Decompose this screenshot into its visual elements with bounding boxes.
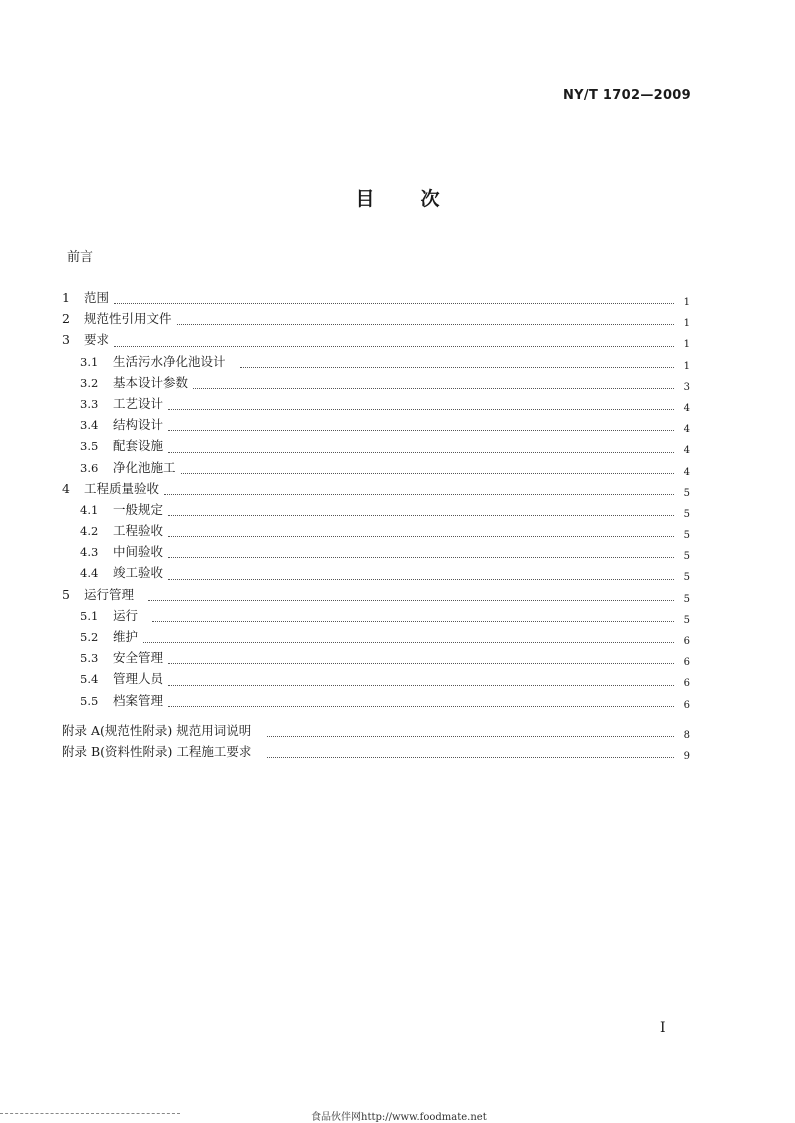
toc-entry-label: 工艺设计	[113, 395, 164, 411]
dot-leader	[143, 642, 674, 643]
toc-entry-label: 范围	[84, 290, 110, 305]
dot-leader	[168, 706, 674, 707]
toc-entry[interactable]	[62, 520, 690, 541]
dot-leader	[240, 367, 674, 368]
toc-entry-page: 6	[683, 636, 690, 647]
toc-entry-number: 5.1	[80, 608, 99, 623]
annex-entry[interactable]	[62, 720, 690, 741]
toc-entry-page: 1	[683, 360, 690, 372]
annex-entry-page: 8	[683, 729, 690, 741]
toc-entry-label: 工程验收	[113, 523, 164, 539]
toc-entry[interactable]	[62, 414, 690, 435]
toc-entry[interactable]	[62, 329, 690, 350]
toc-entry-label: 运行	[113, 607, 139, 623]
toc-entry-label: 生活污水净化池设计	[113, 353, 226, 369]
dot-leader	[168, 579, 674, 580]
toc-entry-label: 档案管理	[113, 692, 164, 708]
toc-entry-label: 安全管理	[113, 650, 164, 666]
dot-leader	[114, 303, 674, 304]
toc-entry-label: 规范性引用文件	[84, 311, 172, 327]
toc-entry-label: 配套设施	[113, 438, 164, 454]
dot-leader	[168, 430, 674, 431]
toc-entry-number: 4	[62, 480, 70, 496]
toc-entry-number: 4.1	[80, 502, 99, 517]
toc-entry-number: 5.3	[80, 651, 99, 666]
toc-entry-label: 工程质量验收	[84, 480, 160, 496]
dot-leader	[168, 685, 674, 686]
toc-entry-number: 2	[62, 311, 70, 327]
toc-entry-number: 5.2	[80, 630, 99, 644]
toc-entry-number: 5.4	[80, 672, 99, 687]
toc-entry-label: 基本设计参数	[113, 374, 189, 390]
title-char-2: 次	[420, 188, 440, 210]
footer-source: 食品伙伴网http://www.foodmate.net	[311, 1112, 487, 1123]
annex-entry-label: 附录 B(资料性附录) 工程施工要求	[62, 743, 252, 759]
toc-entry-page: 3	[683, 381, 690, 393]
toc-entry-page: 5	[683, 530, 690, 542]
toc-entry-number: 4.4	[80, 566, 99, 581]
toc-entry[interactable]	[62, 308, 690, 329]
dot-leader	[267, 736, 674, 737]
toc-entry-number: 3.6	[80, 460, 99, 475]
toc-entry-page: 4	[683, 445, 690, 457]
dot-leader	[114, 346, 674, 347]
toc-entry-number: 3.4	[80, 418, 99, 433]
standard-code: NY/T 1702—2009	[563, 88, 691, 103]
toc-entry-page: 5	[683, 593, 690, 605]
toc-entry-page: 6	[683, 678, 690, 690]
annex-list	[62, 720, 690, 762]
toc-entry-label: 中间验收	[113, 544, 164, 560]
toc-entry-page: 1	[683, 339, 690, 351]
toc-entry-number: 3.2	[80, 375, 99, 390]
dot-leader	[168, 536, 674, 537]
toc-entry-page: 6	[683, 699, 690, 711]
toc-entry[interactable]	[62, 605, 690, 626]
toc-entry-number: 3.1	[80, 354, 99, 369]
toc-entry-label: 结构设计	[113, 417, 164, 433]
toc-entry[interactable]	[62, 647, 690, 668]
toc-entry[interactable]	[62, 690, 690, 711]
toc-entry[interactable]	[62, 457, 690, 478]
dot-leader	[148, 600, 674, 601]
toc-entry[interactable]	[62, 584, 690, 605]
dot-leader	[152, 621, 674, 622]
toc-entry-page: 1	[683, 318, 690, 330]
toc-entry-page: 5	[683, 487, 690, 499]
annex-entry-page: 9	[683, 750, 690, 762]
toc-entry-number: 5.5	[80, 693, 99, 708]
toc-entry-number: 3	[62, 332, 70, 348]
dot-leader	[168, 663, 674, 664]
toc-entry-number: 5	[62, 586, 70, 602]
dot-leader	[193, 388, 674, 389]
toc-entry[interactable]	[62, 287, 690, 308]
dot-leader	[168, 557, 674, 558]
toc-entry-page: 1	[683, 297, 690, 308]
toc-entry[interactable]	[62, 668, 690, 689]
annex-entry[interactable]	[62, 741, 690, 762]
toc-entry-page: 5	[683, 551, 690, 563]
toc-entry-number: 3.5	[80, 439, 99, 454]
toc-entry[interactable]	[62, 435, 690, 456]
toc-entry-label: 运行管理	[84, 586, 135, 602]
toc-entry[interactable]	[62, 499, 690, 520]
toc-foreword[interactable]: 前言	[67, 250, 94, 265]
toc-entry-number: 3.3	[80, 396, 99, 411]
dot-leader	[181, 473, 674, 474]
toc-entry-page: 6	[683, 657, 690, 669]
toc-entry[interactable]	[62, 541, 690, 562]
toc-entry-page: 4	[683, 424, 690, 436]
toc-entry-page: 5	[683, 508, 690, 520]
toc-entry[interactable]	[62, 626, 690, 647]
page-number: I	[660, 1020, 666, 1036]
page-title	[0, 184, 795, 211]
toc-entry-label: 管理人员	[113, 671, 164, 687]
toc-entry-label: 净化池施工	[113, 459, 176, 475]
toc-entry[interactable]	[62, 351, 690, 372]
dot-leader	[168, 409, 674, 410]
toc-entry-label: 一般规定	[113, 501, 164, 517]
toc-entry-label: 竣工验收	[113, 565, 164, 581]
dot-leader	[168, 515, 674, 516]
toc-entry[interactable]	[62, 372, 690, 393]
toc-entry-label: 要求	[84, 332, 110, 348]
toc-entry-page: 4	[683, 466, 690, 478]
toc-entry-number: 4.3	[80, 545, 99, 560]
toc-entry[interactable]	[62, 478, 690, 499]
toc-entry-page: 4	[683, 402, 690, 414]
toc-entry-number: 4.2	[80, 524, 99, 539]
title-char-1: 目	[355, 188, 375, 210]
dot-leader	[164, 494, 674, 495]
toc-list	[62, 287, 690, 711]
table-of-contents	[62, 287, 690, 762]
dot-leader	[177, 324, 674, 325]
toc-entry-label: 维护	[113, 629, 139, 644]
annex-entry-label: 附录 A(规范性附录) 规范用词说明	[62, 722, 252, 738]
toc-entry[interactable]	[62, 562, 690, 583]
dot-leader	[168, 452, 674, 453]
toc-entry-page: 5	[683, 614, 690, 626]
dot-leader	[267, 757, 674, 758]
footer-divider	[0, 1113, 180, 1114]
toc-entry-number: 1	[62, 290, 70, 305]
toc-entry-page: 5	[683, 572, 690, 584]
toc-entry[interactable]	[62, 393, 690, 414]
